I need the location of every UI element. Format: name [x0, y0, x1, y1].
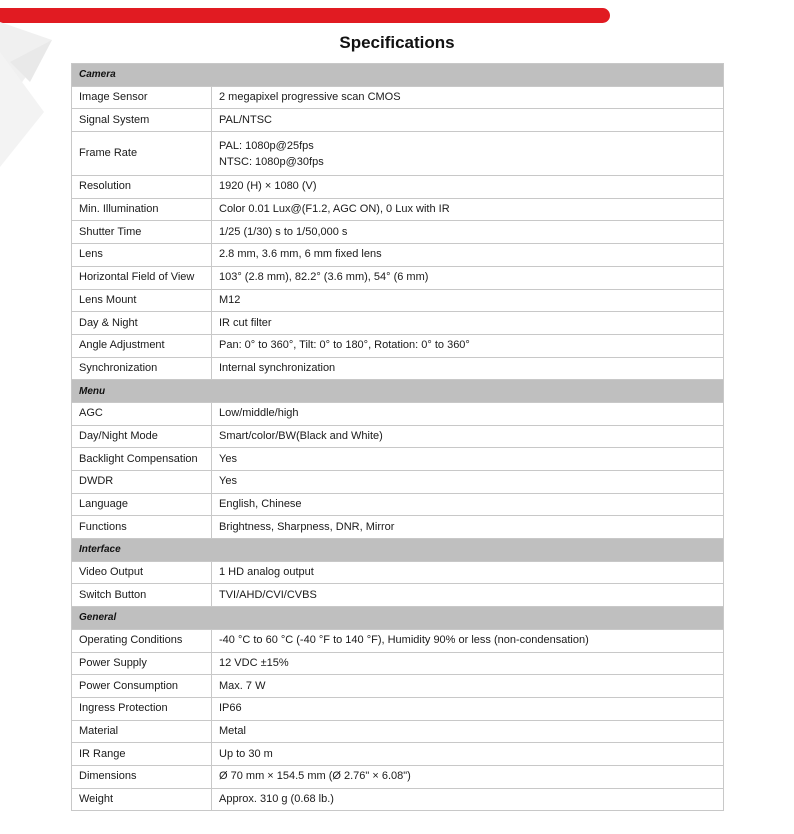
section-title: Menu: [72, 380, 724, 403]
table-row: [72, 493, 724, 516]
spec-value: Max. 7 W: [212, 675, 724, 698]
table-row: [72, 289, 724, 312]
spec-value: Approx. 310 g (0.68 lb.): [212, 788, 724, 811]
spec-label: Material: [72, 720, 212, 743]
spec-value: Brightness, Sharpness, DNR, Mirror: [212, 516, 724, 539]
spec-label: Day & Night: [72, 312, 212, 335]
section-title: Camera: [72, 64, 724, 87]
spec-label: Power Supply: [72, 652, 212, 675]
spec-value: [212, 132, 724, 176]
table-row: [72, 334, 724, 357]
spec-label: Lens: [72, 244, 212, 267]
section-header-general: [72, 607, 724, 630]
spec-label: Horizontal Field of View: [72, 266, 212, 289]
spec-label: Power Consumption: [72, 675, 212, 698]
spec-value: Yes: [212, 448, 724, 471]
spec-value: Low/middle/high: [212, 402, 724, 425]
spec-label: Angle Adjustment: [72, 334, 212, 357]
table-row: [72, 743, 724, 766]
table-row: [72, 697, 724, 720]
table-row: [72, 198, 724, 221]
spec-label: Day/Night Mode: [72, 425, 212, 448]
spec-label: Resolution: [72, 176, 212, 199]
table-row: [72, 516, 724, 539]
table-row: [72, 176, 724, 199]
table-row: [72, 652, 724, 675]
spec-value: TVI/AHD/CVI/CVBS: [212, 584, 724, 607]
section-title: Interface: [72, 539, 724, 562]
table-row: [72, 109, 724, 132]
spec-label: Language: [72, 493, 212, 516]
section-header-interface: [72, 539, 724, 562]
brand-header-bar: [0, 8, 610, 23]
spec-label: AGC: [72, 402, 212, 425]
spec-value: Ø 70 mm × 154.5 mm (Ø 2.76" × 6.08"): [212, 765, 724, 788]
table-row: [72, 675, 724, 698]
spec-value-line: PAL: 1080p@25fps: [219, 139, 314, 152]
spec-label: Synchronization: [72, 357, 212, 380]
spec-value: Internal synchronization: [212, 357, 724, 380]
spec-label: DWDR: [72, 471, 212, 494]
table-row: [72, 402, 724, 425]
spec-value: IR cut filter: [212, 312, 724, 335]
table-row: [72, 357, 724, 380]
specifications-table-body: [72, 64, 724, 811]
section-header-camera: [72, 64, 724, 87]
spec-value: 12 VDC ±15%: [212, 652, 724, 675]
spec-value: 1 HD analog output: [212, 561, 724, 584]
table-row: [72, 471, 724, 494]
spec-value: Color 0.01 Lux@(F1.2, AGC ON), 0 Lux with IR: [212, 198, 724, 221]
table-row: [72, 425, 724, 448]
table-row: [72, 266, 724, 289]
spec-value: 103° (2.8 mm), 82.2° (3.6 mm), 54° (6 mm): [212, 266, 724, 289]
spec-value: Metal: [212, 720, 724, 743]
table-row: [72, 86, 724, 109]
table-row: [72, 584, 724, 607]
spec-label: IR Range: [72, 743, 212, 766]
spec-label: Functions: [72, 516, 212, 539]
spec-label: Backlight Compensation: [72, 448, 212, 471]
spec-value: Up to 30 m: [212, 743, 724, 766]
table-row: [72, 244, 724, 267]
table-row: [72, 629, 724, 652]
spec-label: Operating Conditions: [72, 629, 212, 652]
spec-label: Shutter Time: [72, 221, 212, 244]
table-row: [72, 221, 724, 244]
table-row: [72, 132, 724, 176]
spec-value: -40 °C to 60 °C (-40 °F to 140 °F), Humidity 90% or less (non-condensation): [212, 629, 724, 652]
spec-value: M12: [212, 289, 724, 312]
spec-label: Min. Illumination: [72, 198, 212, 221]
spec-label: Video Output: [72, 561, 212, 584]
spec-label: Signal System: [72, 109, 212, 132]
spec-value: 1/25 (1/30) s to 1/50,000 s: [212, 221, 724, 244]
spec-value: PAL/NTSC: [212, 109, 724, 132]
spec-value: IP66: [212, 697, 724, 720]
spec-value: Yes: [212, 471, 724, 494]
spec-label: Lens Mount: [72, 289, 212, 312]
section-header-menu: [72, 380, 724, 403]
spec-label: Weight: [72, 788, 212, 811]
specifications-table: [71, 63, 724, 811]
table-row: [72, 448, 724, 471]
table-row: [72, 312, 724, 335]
spec-value-line: NTSC: 1080p@30fps: [219, 155, 324, 168]
spec-value: Smart/color/BW(Black and White): [212, 425, 724, 448]
spec-value: 2 megapixel progressive scan CMOS: [212, 86, 724, 109]
spec-value: 1920 (H) × 1080 (V): [212, 176, 724, 199]
table-row: [72, 561, 724, 584]
table-row: [72, 765, 724, 788]
spec-label: Ingress Protection: [72, 697, 212, 720]
section-title: General: [72, 607, 724, 630]
spec-label: Image Sensor: [72, 86, 212, 109]
spec-value: Pan: 0° to 360°, Tilt: 0° to 180°, Rotation: 0° to 360°: [212, 334, 724, 357]
spec-value: English, Chinese: [212, 493, 724, 516]
page-title: Specifications: [339, 33, 455, 52]
table-row: [72, 720, 724, 743]
spec-label: Dimensions: [72, 765, 212, 788]
spec-label: Frame Rate: [72, 132, 212, 176]
spec-label: Switch Button: [72, 584, 212, 607]
table-row: [72, 788, 724, 811]
spec-value: 2.8 mm, 3.6 mm, 6 mm fixed lens: [212, 244, 724, 267]
